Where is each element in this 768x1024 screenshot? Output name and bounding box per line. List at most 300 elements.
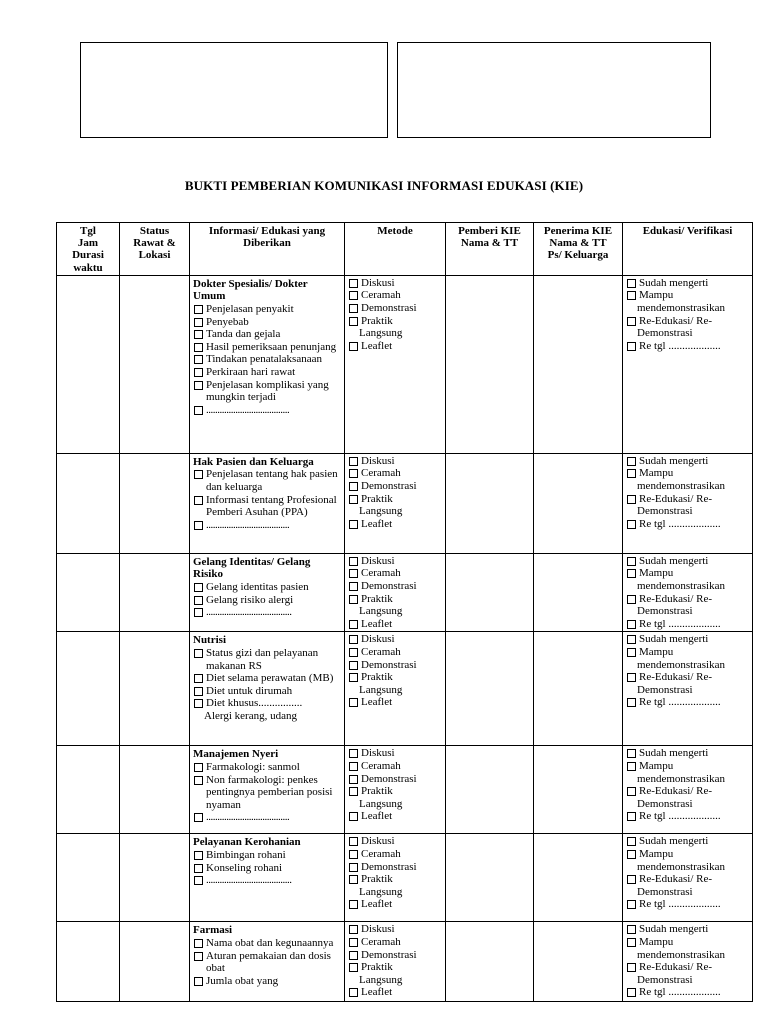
info-item-label: Nama obat dan kegunaannya bbox=[206, 936, 334, 949]
info-item-label: Penjelasan komplikasi yang mungkin terjadi bbox=[206, 378, 329, 404]
info-item[interactable] bbox=[193, 303, 341, 316]
metode-option[interactable] bbox=[348, 873, 442, 886]
metode-option-label: Leaflet bbox=[361, 517, 393, 530]
verifikasi-option-label: mendemonstrasikan bbox=[637, 480, 725, 492]
checkbox[interactable] bbox=[194, 939, 203, 948]
checkbox[interactable] bbox=[349, 557, 358, 566]
cell-pemberi[interactable] bbox=[446, 553, 534, 632]
metode-option-label: Leaflet bbox=[361, 898, 393, 911]
checkbox[interactable] bbox=[349, 304, 358, 313]
checkbox[interactable] bbox=[349, 812, 358, 821]
metode-option-label: Praktik bbox=[361, 785, 393, 798]
verifikasi-option[interactable] bbox=[626, 518, 749, 531]
info-item-label: ..................................... bbox=[206, 403, 290, 416]
cell-status[interactable] bbox=[120, 746, 190, 834]
info-item[interactable] bbox=[193, 316, 341, 329]
checkbox[interactable] bbox=[194, 687, 203, 696]
metode-option-label: Leaflet bbox=[361, 617, 393, 630]
metode-option[interactable] bbox=[348, 861, 442, 874]
verifikasi-option bbox=[626, 302, 749, 315]
checkbox[interactable] bbox=[349, 900, 358, 909]
checkbox[interactable] bbox=[194, 330, 203, 339]
verifikasi-option[interactable] bbox=[626, 555, 749, 568]
checkbox[interactable] bbox=[194, 305, 203, 314]
checkbox[interactable] bbox=[194, 864, 203, 873]
checkbox[interactable] bbox=[194, 952, 203, 961]
checkbox[interactable] bbox=[194, 776, 203, 785]
metode-option bbox=[348, 505, 442, 518]
checkbox[interactable] bbox=[627, 850, 636, 859]
cell-tgl[interactable] bbox=[57, 922, 120, 1002]
info-item[interactable] bbox=[193, 328, 341, 341]
checkbox[interactable] bbox=[194, 496, 203, 505]
info-item[interactable] bbox=[193, 519, 341, 532]
verifikasi-option[interactable] bbox=[626, 848, 749, 861]
verifikasi-option-label: Sudah mengerti bbox=[639, 276, 709, 289]
checkbox[interactable] bbox=[349, 749, 358, 758]
checkbox[interactable] bbox=[194, 608, 203, 617]
checkbox[interactable] bbox=[627, 635, 636, 644]
verifikasi-option-label: Re-Edukasi/ Re- bbox=[639, 314, 713, 327]
cell-tgl[interactable] bbox=[57, 746, 120, 834]
metode-option[interactable] bbox=[348, 936, 442, 949]
section-title: Farmasi bbox=[193, 924, 233, 937]
verifikasi-option-label: Re-Edukasi/ Re- bbox=[639, 671, 713, 684]
checkbox[interactable] bbox=[349, 648, 358, 657]
checkbox[interactable] bbox=[627, 279, 636, 288]
checkbox[interactable] bbox=[194, 813, 203, 822]
checkbox[interactable] bbox=[194, 343, 203, 352]
checkbox[interactable] bbox=[349, 673, 358, 682]
header-line: Informasi/ Edukasi yang bbox=[208, 225, 326, 237]
info-item[interactable] bbox=[193, 606, 341, 619]
metode-option-label: Praktik bbox=[361, 671, 393, 684]
verifikasi-option[interactable] bbox=[626, 671, 749, 684]
verifikasi-option[interactable] bbox=[626, 747, 749, 760]
info-item[interactable] bbox=[193, 975, 341, 988]
info-item[interactable] bbox=[193, 697, 341, 710]
section-title: Nutrisi bbox=[193, 634, 226, 647]
info-item[interactable] bbox=[193, 950, 341, 975]
checkbox[interactable] bbox=[194, 381, 203, 390]
checkbox[interactable] bbox=[349, 482, 358, 491]
info-item-label: Aturan pemakaian dan dosis obat bbox=[206, 949, 331, 975]
info-item bbox=[193, 710, 341, 723]
info-item[interactable] bbox=[193, 849, 341, 862]
metode-option[interactable] bbox=[348, 760, 442, 773]
metode-option[interactable] bbox=[348, 773, 442, 786]
metode-option[interactable] bbox=[348, 593, 442, 606]
checkbox[interactable] bbox=[349, 457, 358, 466]
verifikasi-option bbox=[626, 974, 749, 987]
cell-tgl[interactable] bbox=[57, 553, 120, 632]
metode-option[interactable] bbox=[348, 848, 442, 861]
metode-option-label: Langsung bbox=[359, 683, 403, 696]
info-item[interactable] bbox=[193, 468, 341, 493]
info-item[interactable] bbox=[193, 647, 341, 672]
checkbox[interactable] bbox=[194, 851, 203, 860]
verifikasi-option[interactable] bbox=[626, 898, 749, 911]
metode-option[interactable] bbox=[348, 696, 442, 709]
checkbox[interactable] bbox=[349, 342, 358, 351]
info-item[interactable] bbox=[193, 353, 341, 366]
metode-option[interactable] bbox=[348, 455, 442, 468]
metode-option[interactable] bbox=[348, 518, 442, 531]
info-item[interactable] bbox=[193, 685, 341, 698]
checkbox[interactable] bbox=[194, 977, 203, 986]
checkbox[interactable] bbox=[194, 763, 203, 772]
checkbox[interactable] bbox=[349, 291, 358, 300]
cell-penerima[interactable] bbox=[534, 834, 623, 922]
checkbox[interactable] bbox=[627, 925, 636, 934]
checkbox[interactable] bbox=[194, 406, 203, 415]
cell-tgl[interactable] bbox=[57, 834, 120, 922]
checkbox[interactable] bbox=[349, 963, 358, 972]
verifikasi-option[interactable] bbox=[626, 618, 749, 631]
metode-option-label: Ceramah bbox=[361, 935, 401, 948]
verifikasi-option[interactable] bbox=[626, 810, 749, 823]
header-line: Status bbox=[139, 225, 170, 237]
checkbox[interactable] bbox=[627, 520, 636, 529]
cell-status[interactable] bbox=[120, 275, 190, 453]
cell-metode bbox=[345, 553, 446, 632]
verifikasi-option-label: Demonstrasi bbox=[637, 885, 693, 898]
metode-option[interactable] bbox=[348, 659, 442, 672]
metode-option[interactable] bbox=[348, 302, 442, 315]
verifikasi-option-label: Sudah mengerti bbox=[639, 554, 709, 567]
checkbox[interactable] bbox=[349, 698, 358, 707]
checkbox[interactable] bbox=[627, 875, 636, 884]
info-item[interactable] bbox=[193, 594, 341, 607]
cell-tgl[interactable] bbox=[57, 632, 120, 746]
info-item[interactable] bbox=[193, 404, 341, 417]
checkbox[interactable] bbox=[349, 837, 358, 846]
cell-status[interactable] bbox=[120, 834, 190, 922]
info-item[interactable] bbox=[193, 761, 341, 774]
verifikasi-option[interactable] bbox=[626, 340, 749, 353]
verifikasi-option[interactable] bbox=[626, 760, 749, 773]
metode-option[interactable] bbox=[348, 810, 442, 823]
info-item-label: Tanda dan gejala bbox=[206, 328, 281, 341]
cell-pemberi[interactable] bbox=[446, 453, 534, 553]
verifikasi-option[interactable] bbox=[626, 873, 749, 886]
verifikasi-option[interactable] bbox=[626, 696, 749, 709]
kie-table bbox=[56, 222, 753, 1002]
metode-option-label: Praktik bbox=[361, 314, 393, 327]
header-line: Diberikan bbox=[243, 237, 291, 250]
verifikasi-option-label: Re-Edukasi/ Re- bbox=[639, 492, 713, 505]
verifikasi-option-label: mendemonstrasikan bbox=[637, 860, 725, 873]
checkbox[interactable] bbox=[627, 749, 636, 758]
cell-penerima[interactable] bbox=[534, 922, 623, 1002]
info-item-label: ...................................... bbox=[206, 606, 292, 619]
checkbox[interactable] bbox=[194, 368, 203, 377]
checkbox[interactable] bbox=[349, 582, 358, 591]
checkbox[interactable] bbox=[349, 569, 358, 578]
checkbox[interactable] bbox=[627, 469, 636, 478]
checkbox[interactable] bbox=[349, 620, 358, 629]
cell-penerima[interactable] bbox=[534, 746, 623, 834]
metode-option[interactable] bbox=[348, 961, 442, 974]
metode-option[interactable] bbox=[348, 646, 442, 659]
metode-option[interactable] bbox=[348, 315, 442, 328]
verifikasi-option[interactable] bbox=[626, 923, 749, 936]
verifikasi-option bbox=[626, 949, 749, 962]
checkbox[interactable] bbox=[627, 317, 636, 326]
verifikasi-option[interactable] bbox=[626, 835, 749, 848]
header-penerima bbox=[534, 223, 623, 276]
metode-option[interactable] bbox=[348, 633, 442, 646]
metode-option[interactable] bbox=[348, 618, 442, 631]
metode-option-label: Demonstrasi bbox=[361, 480, 417, 492]
metode-option bbox=[348, 327, 442, 340]
checkbox[interactable] bbox=[349, 938, 358, 947]
metode-option bbox=[348, 798, 442, 811]
checkbox[interactable] bbox=[627, 673, 636, 682]
checkbox[interactable] bbox=[349, 279, 358, 288]
metode-option[interactable] bbox=[348, 923, 442, 936]
verifikasi-option[interactable] bbox=[626, 986, 749, 999]
metode-option[interactable] bbox=[348, 898, 442, 911]
verifikasi-option[interactable] bbox=[626, 646, 749, 659]
cell-informasi bbox=[190, 275, 345, 453]
checkbox[interactable] bbox=[627, 787, 636, 796]
checkbox[interactable] bbox=[194, 876, 203, 885]
checkbox[interactable] bbox=[194, 355, 203, 364]
checkbox[interactable] bbox=[627, 342, 636, 351]
checkbox[interactable] bbox=[627, 648, 636, 657]
verifikasi-option-label: Demonstrasi bbox=[637, 683, 693, 696]
metode-option-label: Diskusi bbox=[361, 276, 395, 289]
checkbox[interactable] bbox=[349, 317, 358, 326]
cell-penerima[interactable] bbox=[534, 632, 623, 746]
checkbox[interactable] bbox=[349, 762, 358, 771]
checkbox[interactable] bbox=[194, 470, 203, 479]
section-title: Manajemen Nyeri bbox=[193, 748, 279, 761]
metode-option[interactable] bbox=[348, 567, 442, 580]
metode-option[interactable] bbox=[348, 340, 442, 353]
checkbox[interactable] bbox=[627, 620, 636, 629]
checkbox[interactable] bbox=[627, 988, 636, 997]
checkbox[interactable] bbox=[627, 837, 636, 846]
checkbox[interactable] bbox=[627, 963, 636, 972]
verifikasi-option bbox=[626, 861, 749, 874]
table-row bbox=[57, 275, 753, 453]
cell-informasi bbox=[190, 453, 345, 553]
verifikasi-option bbox=[626, 773, 749, 786]
info-item[interactable] bbox=[193, 494, 341, 519]
header-line: Ps/ Keluarga bbox=[547, 249, 609, 262]
checkbox[interactable] bbox=[627, 569, 636, 578]
metode-option-label: Diskusi bbox=[361, 835, 395, 848]
header-pemberi bbox=[446, 223, 534, 276]
checkbox[interactable] bbox=[194, 596, 203, 605]
cell-penerima[interactable] bbox=[534, 453, 623, 553]
checkbox[interactable] bbox=[349, 469, 358, 478]
metode-option-label: Ceramah bbox=[361, 467, 401, 480]
section-title: Dokter Spesialis/ Dokter Umum bbox=[193, 277, 308, 303]
metode-option[interactable] bbox=[348, 493, 442, 506]
verifikasi-option[interactable] bbox=[626, 567, 749, 580]
metode-option-label: Demonstrasi bbox=[361, 860, 417, 873]
info-item[interactable] bbox=[193, 341, 341, 354]
info-item-label: Diet khusus................ bbox=[206, 697, 303, 710]
metode-option[interactable] bbox=[348, 555, 442, 568]
info-item[interactable] bbox=[193, 874, 341, 887]
cell-tgl[interactable] bbox=[57, 453, 120, 553]
verifikasi-option-label: Re-Edukasi/ Re- bbox=[639, 873, 713, 886]
checkbox[interactable] bbox=[627, 595, 636, 604]
header-box-left bbox=[80, 42, 388, 138]
cell-status[interactable] bbox=[120, 632, 190, 746]
table-row bbox=[57, 453, 753, 553]
verifikasi-option[interactable] bbox=[626, 277, 749, 290]
metode-option[interactable] bbox=[348, 277, 442, 290]
info-item[interactable] bbox=[193, 774, 341, 812]
metode-option[interactable] bbox=[348, 986, 442, 999]
info-item[interactable] bbox=[193, 937, 341, 950]
checkbox[interactable] bbox=[627, 557, 636, 566]
checkbox[interactable] bbox=[194, 674, 203, 683]
checkbox[interactable] bbox=[349, 635, 358, 644]
checkbox[interactable] bbox=[194, 699, 203, 708]
checkbox[interactable] bbox=[349, 787, 358, 796]
checkbox[interactable] bbox=[627, 762, 636, 771]
header-box-right bbox=[397, 42, 711, 138]
cell-verifikasi bbox=[623, 275, 753, 453]
verifikasi-option-label: Re-Edukasi/ Re- bbox=[639, 592, 713, 605]
cell-pemberi[interactable] bbox=[446, 834, 534, 922]
metode-option[interactable] bbox=[348, 747, 442, 760]
verifikasi-option[interactable] bbox=[626, 315, 749, 328]
checkbox[interactable] bbox=[627, 938, 636, 947]
verifikasi-option bbox=[626, 480, 749, 493]
metode-option bbox=[348, 605, 442, 618]
info-item-label: Gelang risiko alergi bbox=[206, 593, 294, 606]
checkbox[interactable] bbox=[627, 900, 636, 909]
checkbox[interactable] bbox=[349, 951, 358, 960]
cell-metode bbox=[345, 632, 446, 746]
verifikasi-option-label: Re tgl ................... bbox=[639, 517, 721, 530]
info-item[interactable] bbox=[193, 379, 341, 404]
checkbox[interactable] bbox=[349, 863, 358, 872]
verifikasi-option bbox=[626, 886, 749, 899]
verifikasi-option[interactable] bbox=[626, 633, 749, 646]
header-line: Lokasi bbox=[138, 249, 171, 262]
info-item[interactable] bbox=[193, 366, 341, 379]
cell-status[interactable] bbox=[120, 453, 190, 553]
metode-option-label: Leaflet bbox=[361, 986, 393, 999]
verifikasi-option-label: Demonstrasi bbox=[637, 505, 693, 518]
verifikasi-option-label: Sudah mengerti bbox=[639, 923, 709, 936]
verifikasi-option bbox=[626, 580, 749, 593]
checkbox[interactable] bbox=[349, 520, 358, 529]
checkbox[interactable] bbox=[349, 988, 358, 997]
verifikasi-option-label: mendemonstrasikan bbox=[637, 658, 725, 671]
verifikasi-option[interactable] bbox=[626, 493, 749, 506]
verifikasi-option-label: Re tgl ................... bbox=[639, 339, 721, 352]
checkbox[interactable] bbox=[627, 457, 636, 466]
verifikasi-option-label: Re-Edukasi/ Re- bbox=[639, 785, 713, 798]
cell-verifikasi bbox=[623, 922, 753, 1002]
checkbox[interactable] bbox=[349, 850, 358, 859]
verifikasi-option-label: Re tgl ................... bbox=[639, 810, 721, 823]
checkbox[interactable] bbox=[194, 318, 203, 327]
info-item-label: Status gizi dan pelayanan makanan RS bbox=[206, 646, 319, 672]
checkbox[interactable] bbox=[627, 495, 636, 504]
cell-pemberi[interactable] bbox=[446, 922, 534, 1002]
checkbox[interactable] bbox=[627, 291, 636, 300]
checkbox[interactable] bbox=[194, 583, 203, 592]
checkbox[interactable] bbox=[349, 875, 358, 884]
info-item[interactable] bbox=[193, 672, 341, 685]
info-item[interactable] bbox=[193, 862, 341, 875]
metode-option[interactable] bbox=[348, 467, 442, 480]
verifikasi-option[interactable] bbox=[626, 785, 749, 798]
cell-status[interactable] bbox=[120, 922, 190, 1002]
cell-pemberi[interactable] bbox=[446, 632, 534, 746]
cell-verifikasi bbox=[623, 453, 753, 553]
metode-option[interactable] bbox=[348, 949, 442, 962]
metode-option[interactable] bbox=[348, 289, 442, 302]
info-item-label: Konseling rohani bbox=[206, 861, 283, 874]
info-item-label: Penyebab bbox=[206, 315, 249, 328]
verifikasi-option[interactable] bbox=[626, 961, 749, 974]
checkbox[interactable] bbox=[349, 925, 358, 934]
metode-option[interactable] bbox=[348, 785, 442, 798]
metode-option[interactable] bbox=[348, 480, 442, 493]
cell-penerima[interactable] bbox=[534, 275, 623, 453]
verifikasi-option[interactable] bbox=[626, 467, 749, 480]
checkbox[interactable] bbox=[349, 495, 358, 504]
checkbox[interactable] bbox=[194, 521, 203, 530]
checkbox[interactable] bbox=[349, 595, 358, 604]
metode-option bbox=[348, 684, 442, 697]
checkbox[interactable] bbox=[627, 812, 636, 821]
header-line: waktu bbox=[73, 261, 103, 274]
verifikasi-option[interactable] bbox=[626, 289, 749, 302]
info-item-label: Penjelasan penyakit bbox=[206, 303, 294, 315]
verifikasi-option bbox=[626, 684, 749, 697]
table-row bbox=[57, 746, 753, 834]
info-item-label: Penjelasan tentang hak pasien dan keluarga bbox=[206, 468, 338, 493]
cell-pemberi[interactable] bbox=[446, 746, 534, 834]
metode-option-label: Ceramah bbox=[361, 847, 401, 860]
cell-status[interactable] bbox=[120, 553, 190, 632]
verifikasi-option[interactable] bbox=[626, 593, 749, 606]
checkbox[interactable] bbox=[349, 775, 358, 784]
table-row bbox=[57, 632, 753, 746]
metode-option[interactable] bbox=[348, 671, 442, 684]
checkbox[interactable] bbox=[194, 649, 203, 658]
verifikasi-option-label: Mampu bbox=[639, 847, 674, 860]
cell-informasi bbox=[190, 553, 345, 632]
info-item-label: Informasi tentang Profesional Pemberi Asuhan (PPA) bbox=[206, 493, 337, 519]
cell-pemberi[interactable] bbox=[446, 275, 534, 453]
cell-tgl[interactable] bbox=[57, 275, 120, 453]
info-item[interactable] bbox=[193, 811, 341, 824]
verifikasi-option[interactable] bbox=[626, 936, 749, 949]
checkbox[interactable] bbox=[349, 661, 358, 670]
verifikasi-option[interactable] bbox=[626, 455, 749, 468]
cell-penerima[interactable] bbox=[534, 553, 623, 632]
checkbox[interactable] bbox=[627, 698, 636, 707]
info-item[interactable] bbox=[193, 581, 341, 594]
metode-option[interactable] bbox=[348, 580, 442, 593]
info-item-label: Perkiraan hari rawat bbox=[206, 365, 296, 378]
document-title: BUKTI PEMBERIAN KOMUNIKASI INFORMASI EDUKASI (KIE) bbox=[184, 178, 584, 193]
metode-option[interactable] bbox=[348, 835, 442, 848]
